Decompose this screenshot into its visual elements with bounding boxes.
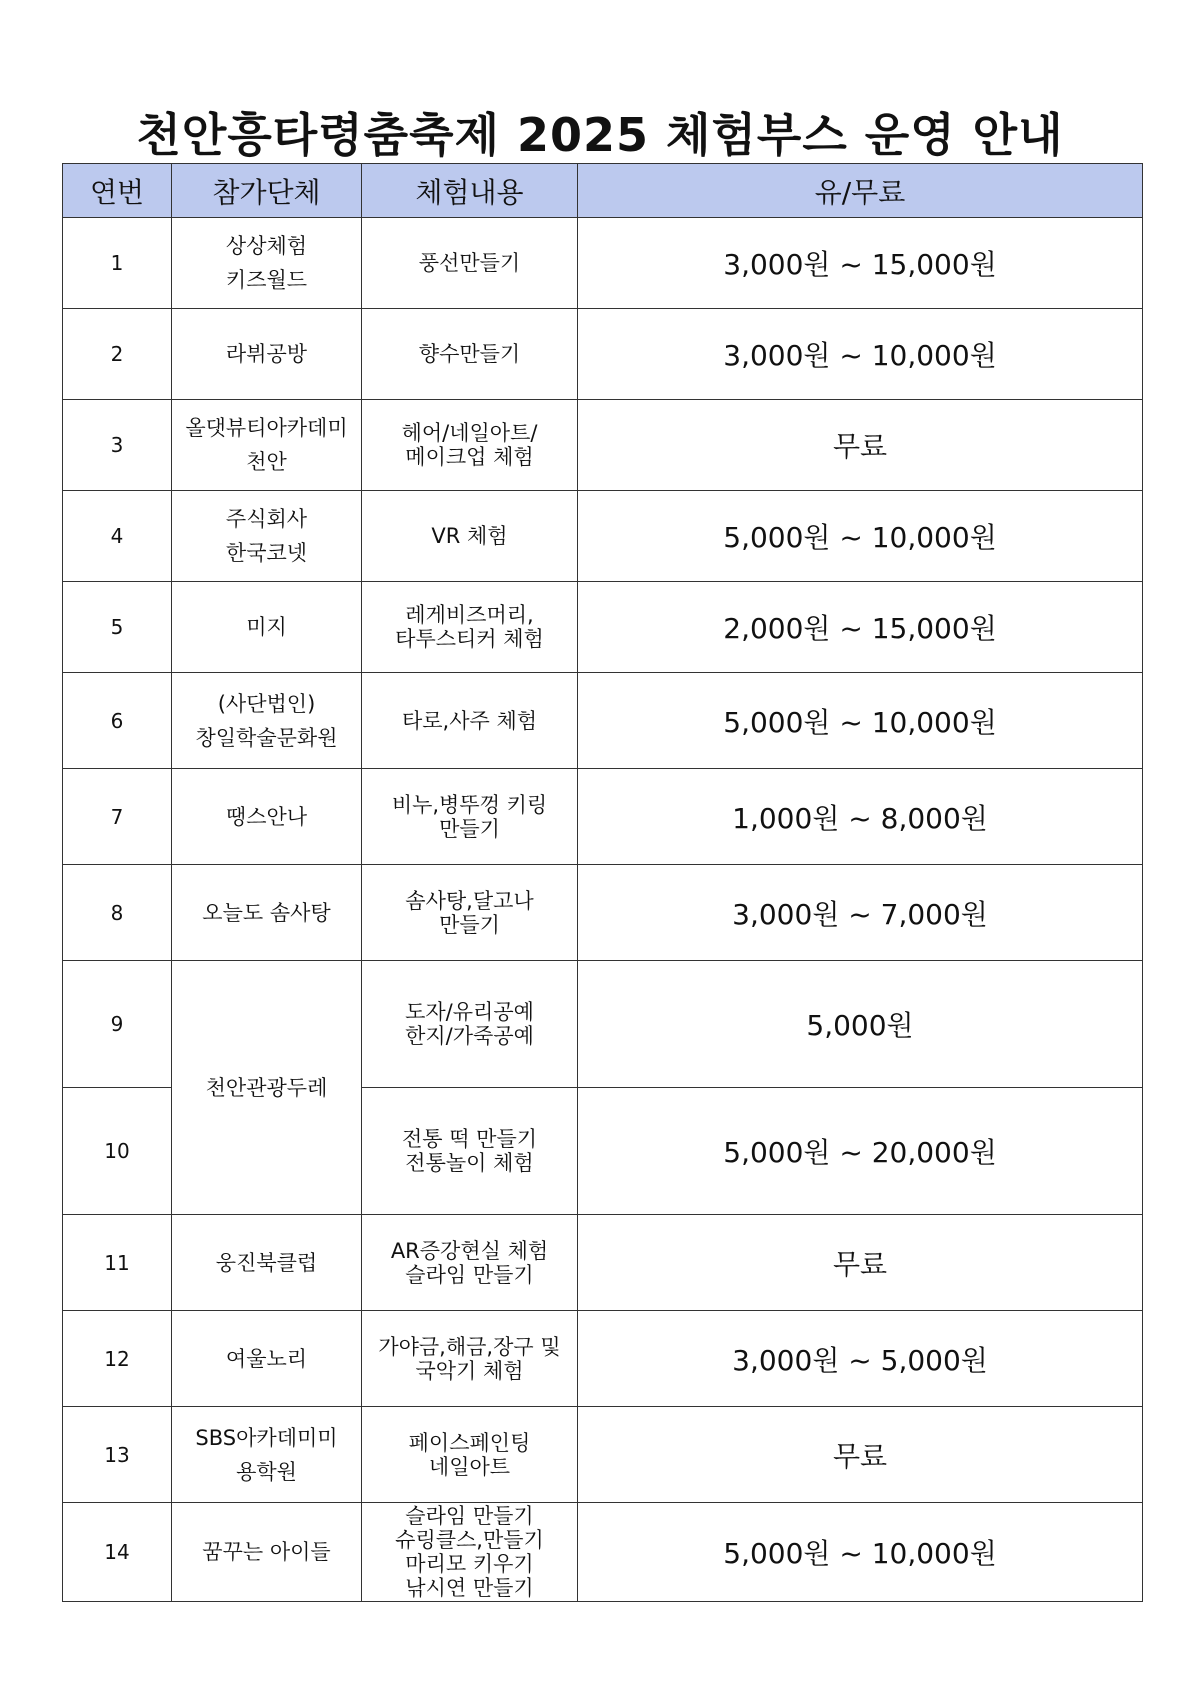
row-no: 8	[63, 865, 172, 961]
row-price: 무료	[578, 1407, 1143, 1503]
row-no: 12	[63, 1311, 172, 1407]
table-row	[63, 491, 1143, 582]
table-row	[63, 582, 1143, 673]
row-price: 5,000원 ~ 10,000원	[578, 1503, 1143, 1602]
table-header-row	[63, 164, 1143, 218]
row-org: 오늘도 솜사탕	[172, 865, 362, 961]
row-activity: VR 체험	[362, 491, 578, 582]
row-price: 2,000원 ~ 15,000원	[578, 582, 1143, 673]
row-price: 3,000원 ~ 10,000원	[578, 309, 1143, 400]
row-org: 올댓뷰티아카데미 천안	[172, 400, 362, 491]
row-activity: 페이스페인팅 네일아트	[362, 1407, 578, 1503]
table-row	[63, 769, 1143, 865]
table-row	[63, 400, 1143, 491]
table-row	[63, 673, 1143, 769]
row-org: 천안관광두레	[172, 961, 362, 1215]
row-no: 1	[63, 218, 172, 309]
row-activity: 슬라임 만들기 슈링클스,만들기 마리모 키우기 낚시연 만들기	[362, 1503, 578, 1602]
row-activity: 레게비즈머리, 타투스티커 체험	[362, 582, 578, 673]
row-price: 1,000원 ~ 8,000원	[578, 769, 1143, 865]
row-activity: 풍선만들기	[362, 218, 578, 309]
row-price: 5,000원 ~ 20,000원	[578, 1088, 1143, 1215]
row-price: 5,000원 ~ 10,000원	[578, 673, 1143, 769]
table-row	[63, 1503, 1143, 1602]
row-org: SBS아카데미미 용학원	[172, 1407, 362, 1503]
row-org: 상상체험 키즈월드	[172, 218, 362, 309]
row-org: 웅진북클럽	[172, 1215, 362, 1311]
table-row	[63, 1407, 1143, 1503]
row-activity: 비누,병뚜껑 키링 만들기	[362, 769, 578, 865]
row-no: 10	[63, 1088, 172, 1215]
row-no: 13	[63, 1407, 172, 1503]
page-title: 천안흥타령춤축제 2025 체험부스 운영 안내	[136, 108, 1064, 162]
row-org: 땡스안나	[172, 769, 362, 865]
row-activity: 솜사탕,달고나 만들기	[362, 865, 578, 961]
row-org: 여울노리	[172, 1311, 362, 1407]
row-no: 6	[63, 673, 172, 769]
header-price: 유/무료	[578, 164, 1143, 218]
row-no: 3	[63, 400, 172, 491]
row-org: 라뷔공방	[172, 309, 362, 400]
row-org: 미지	[172, 582, 362, 673]
table-row	[63, 218, 1143, 309]
table-row	[63, 1215, 1143, 1311]
row-price: 3,000원 ~ 15,000원	[578, 218, 1143, 309]
row-activity: 전통 떡 만들기 전통놀이 체험	[362, 1088, 578, 1215]
row-no: 7	[63, 769, 172, 865]
row-org: 꿈꾸는 아이들	[172, 1503, 362, 1602]
table-row	[63, 309, 1143, 400]
row-activity: 도자/유리공예 한지/가죽공예	[362, 961, 578, 1088]
row-org: (사단법인) 창일학술문화원	[172, 673, 362, 769]
row-activity: 헤어/네일아트/ 메이크업 체험	[362, 400, 578, 491]
row-no: 9	[63, 961, 172, 1088]
row-activity: 타로,사주 체험	[362, 673, 578, 769]
row-price: 무료	[578, 400, 1143, 491]
row-no: 14	[63, 1503, 172, 1602]
row-price: 5,000원 ~ 10,000원	[578, 491, 1143, 582]
row-price: 무료	[578, 1215, 1143, 1311]
row-no: 11	[63, 1215, 172, 1311]
row-activity: 향수만들기	[362, 309, 578, 400]
header-no: 연번	[63, 164, 172, 218]
row-activity: AR증강현실 체험 슬라임 만들기	[362, 1215, 578, 1311]
table-row	[63, 961, 1143, 1088]
row-price: 5,000원	[578, 961, 1143, 1088]
table-row	[63, 865, 1143, 961]
row-activity: 가야금,해금,장구 및 국악기 체험	[362, 1311, 578, 1407]
row-no: 5	[63, 582, 172, 673]
booth-table	[62, 163, 1143, 1602]
row-price: 3,000원 ~ 7,000원	[578, 865, 1143, 961]
header-activity: 체험내용	[362, 164, 578, 218]
row-no: 4	[63, 491, 172, 582]
row-no: 2	[63, 309, 172, 400]
header-org: 참가단체	[172, 164, 362, 218]
row-org: 주식회사 한국코넷	[172, 491, 362, 582]
table-row	[63, 1311, 1143, 1407]
row-price: 3,000원 ~ 5,000원	[578, 1311, 1143, 1407]
